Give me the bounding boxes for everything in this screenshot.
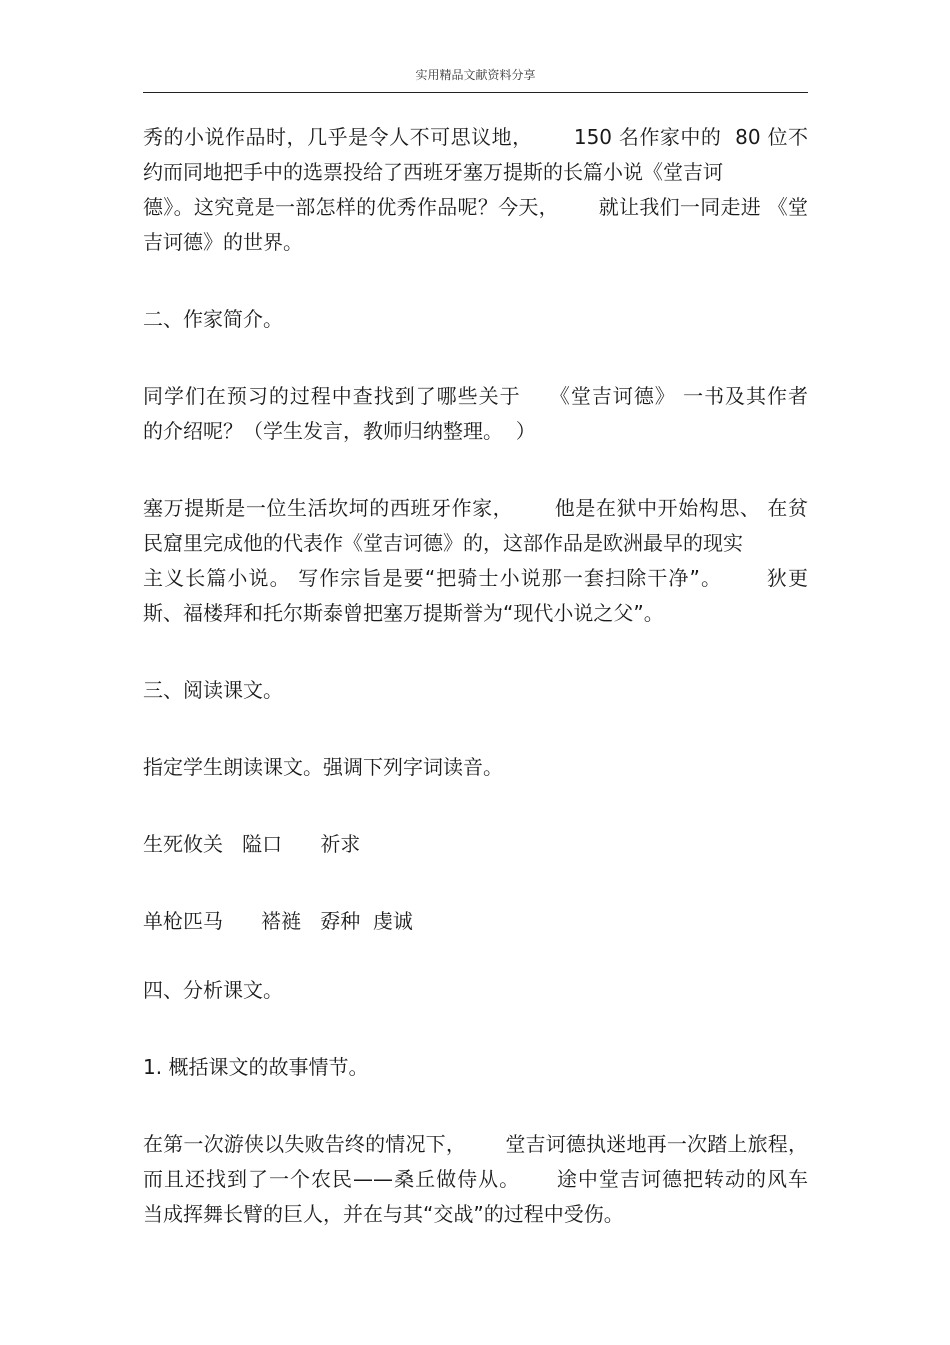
text-line: 当成挥舞长臂的巨人，并在与其“交战”的过程中受伤。 <box>143 1202 624 1226</box>
paragraph-question <box>143 379 808 449</box>
text-line: 塞万提斯是一位生活坎坷的西班牙作家， 他是在狱中开始构思、 在贫 <box>143 496 808 520</box>
vocabulary-line-1: 生死攸关 隘口 祈求 <box>143 832 361 856</box>
text-line: 民窟里完成他的代表作《堂吉诃德》的，这部作品是欧洲最早的现实 <box>143 531 743 555</box>
text-line: 同学们在预习的过程中查找到了哪些关于 《堂吉诃德》 一书及其作者 <box>143 384 808 408</box>
text-line: 的介绍呢？（学生发言，教师归纳整理。 ） <box>143 419 536 443</box>
document-body <box>143 120 808 1232</box>
section-heading-analysis: 四、分析课文。 <box>143 978 283 1002</box>
text-line: 在第一次游侠以失败告终的情况下， 堂吉诃德执迷地再一次踏上旅程， <box>143 1132 808 1156</box>
text-line: 而且还找到了一个农民——桑丘做侍从。 途中堂吉诃德把转动的风车 <box>143 1167 808 1191</box>
page-header <box>143 66 808 93</box>
section-heading-reading: 三、阅读课文。 <box>143 678 283 702</box>
numbered-item-1: 1. 概括课文的故事情节。 <box>143 1055 369 1079</box>
text-line: 主义长篇小说。 写作宗旨是要“把骑士小说那一套扫除干净”。 狄更 <box>143 566 808 590</box>
text-line: 德》。这究竟是一部怎样的优秀作品呢？今天， 就让我们一同走进 《堂 <box>143 195 808 219</box>
text-line: 斯、福楼拜和托尔斯泰曾把塞万提斯誉为“现代小说之父”。 <box>143 601 664 625</box>
paragraph-reading-instruction: 指定学生朗读课文。强调下列字词读音。 <box>143 755 503 779</box>
paragraph-intro <box>143 120 808 260</box>
vocabulary-line-2: 单枪匹马 褡裢 孬种 虔诚 <box>143 909 413 933</box>
paragraph-author-bio <box>143 491 808 631</box>
header-title: 实用精品文献资料分享 <box>415 68 536 82</box>
text-line: 吉诃德》的世界。 <box>143 230 303 254</box>
section-heading-author: 二、作家简介。 <box>143 307 283 331</box>
paragraph-plot-summary <box>143 1127 808 1232</box>
text-line: 秀的小说作品时，几乎是令人不可思议地， 150 名作家中的 80 位不 <box>143 125 808 149</box>
text-line: 约而同地把手中的选票投给了西班牙塞万提斯的长篇小说《堂吉诃 <box>143 160 723 184</box>
